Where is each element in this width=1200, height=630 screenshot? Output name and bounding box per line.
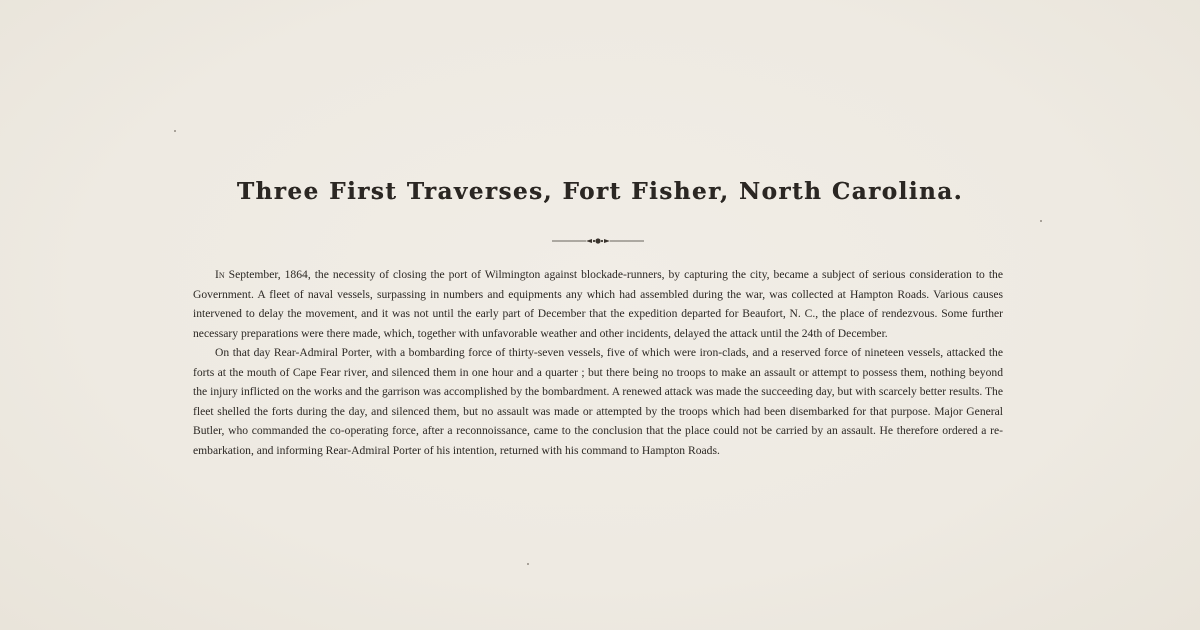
body-text (193, 265, 1003, 460)
paper-speck (1040, 220, 1042, 222)
paragraph (193, 265, 1003, 343)
paragraph-text: September, 1864, the necessity of closing the port of Wilmington against blockade-runners, by capturing the city, became a subject of serious consideration to the Government. A fleet of naval vessels, surpassing in numbers and equipments any which had assembled during the war, was collected at Hampton Roads. Various causes intervened to delay the movement, and it was not until the early part of December that the expedition departed for Beaufort, N. C., the place of rendezvous. Some further necessary preparations were there made, which, together with unfavorable weather and other incidents, delayed the attack until the 24th of December. (193, 268, 1003, 340)
paragraph-text: On that day Rear-Admiral Porter, with a bombarding force of thirty-seven vessels, five of which were iron-clads, and a reserved force of nineteen vessels, attacked the forts at the mouth of Cape Fear river, and silenced them in one hour and a quarter ; but there being no troops to make an assault or attempt to possess them, nothing beyond the injury inflicted on the works and the garrison was accomplished by the bombardment. A renewed attack was made the succeeding day, but with scarcely better results. The fleet shelled the forts during the day, and silenced them, but no assault was made or attempted by the troops which had been disembarked for that purpose. Major General Butler, who commanded the co-operating force, after a reconnoissance, came to the conclusion that the place could not be carried by an assault. He therefore ordered a re-embarkation, and informing Rear-Admiral Porter of his intention, returned with his command to Hampton Roads. (193, 346, 1003, 457)
paragraph (193, 343, 1003, 460)
paragraph-lead: In (215, 268, 225, 281)
page-title: Three First Traverses, Fort Fisher, North Carolina. (236, 178, 964, 205)
paper-speck (527, 563, 529, 565)
paper-speck (174, 130, 176, 132)
ornament-divider-icon (552, 236, 644, 246)
